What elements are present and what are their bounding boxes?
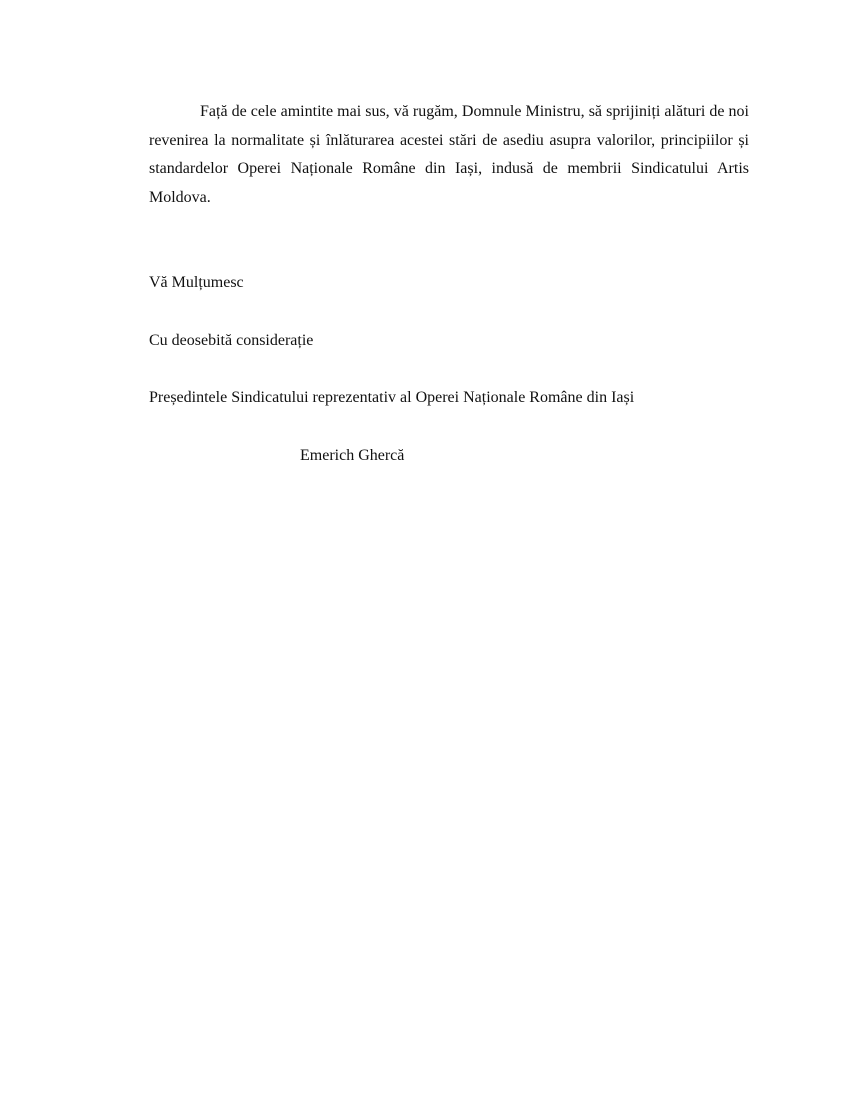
closing-regards: Cu deosebită considerație (149, 332, 314, 349)
closing-thanks: Vă Mulțumesc (149, 274, 244, 291)
signatory-title: Președintele Sindicatului reprezentativ al Operei Naționale Române din Iași (149, 389, 635, 406)
signatory-name: Emerich Ghercă (300, 447, 405, 464)
letter-body-paragraph: Față de cele amintite mai sus, vă rugăm, Domnule Ministru, să sprijiniți alături de noi revenirea la normalitate și înlăturarea acestei stări de asediu asupra valorilor, principiilor și standardelor Operei Naționale Române din Iași, indusă de membrii Sindicatului Artis Moldova. (149, 103, 749, 207)
